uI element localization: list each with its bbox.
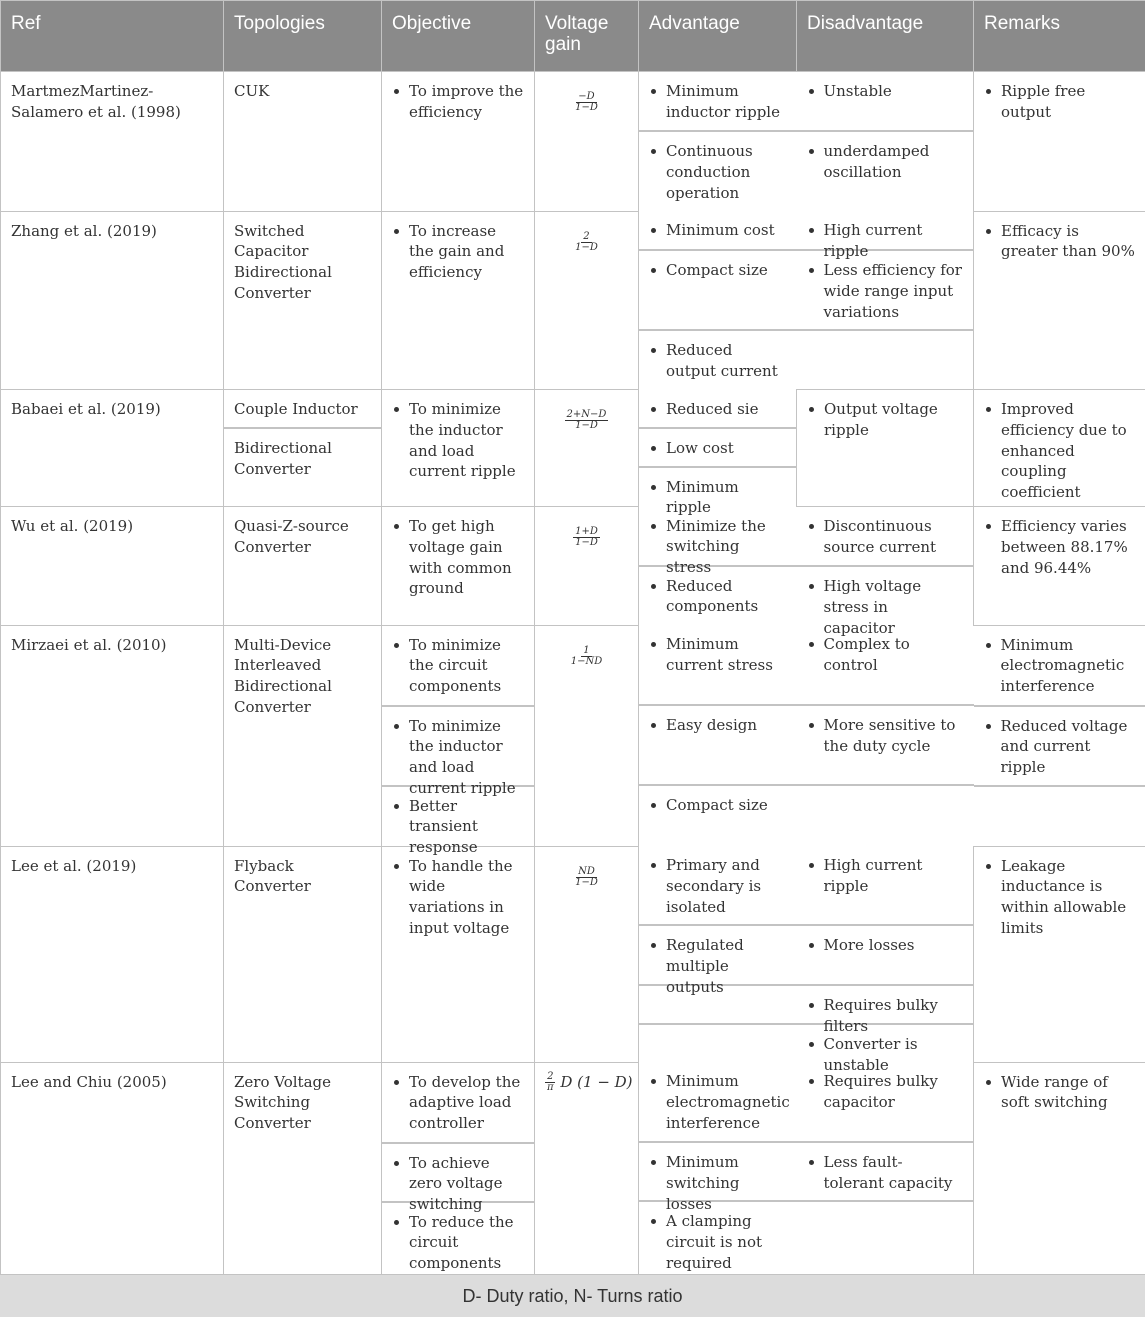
objective-item: To handle the wide variations in input voltage — [392, 856, 524, 939]
remarks-cell — [974, 846, 1145, 1062]
remarks-cell — [974, 1062, 1145, 1282]
advantage-item: Low cost — [649, 438, 786, 459]
empty-cell — [974, 786, 1145, 846]
table-row — [1, 211, 1145, 390]
remarks-item: Efficacy is greater than 90% — [984, 221, 1135, 263]
disadvantage-cell — [797, 846, 974, 1062]
objective-item: To minimize the inductor and load current ripple — [392, 716, 524, 799]
advantage-item: Reduced components — [649, 576, 787, 618]
topology-item: Couple Inductor — [224, 390, 381, 428]
advantage-item: Primary and secondary is isolated — [649, 855, 787, 917]
gain-denominator: π — [545, 1083, 556, 1093]
advantage-item: Minimum switching losses — [649, 1152, 787, 1214]
advantage-item: Compact size — [649, 795, 787, 816]
advantage-cell — [639, 72, 797, 212]
advantage-item: Minimum cost — [649, 220, 787, 241]
advantage-item: Easy design — [649, 715, 787, 736]
disadvantage-cell — [797, 211, 974, 390]
header-disadvantage: Disadvantage — [797, 1, 974, 72]
voltage-gain-formula — [573, 867, 600, 888]
disadvantage-cell — [797, 625, 974, 846]
objective-item: To reduce the circuit components — [392, 1212, 524, 1274]
empty-cell — [797, 330, 974, 389]
voltage-gain-cell — [535, 1062, 639, 1282]
remarks-item: Minimum electromagnetic interference — [984, 635, 1136, 697]
disadvantage-item: High current ripple — [807, 855, 964, 897]
table-row — [1, 846, 1145, 1062]
topology-cell — [224, 390, 382, 507]
table-row — [1, 625, 1145, 846]
disadvantage-item: Complex to control — [807, 634, 964, 676]
table-row — [1, 72, 1145, 212]
disadvantage-cell — [797, 507, 974, 626]
gain-denominator: 1−ND — [569, 657, 605, 667]
objective-cell — [382, 390, 535, 507]
advantage-item: A clamping circuit is not required — [649, 1211, 787, 1273]
advantage-item: Minimum ripple — [649, 477, 786, 519]
disadvantage-item: Less efficiency for wide range input variations — [807, 260, 964, 322]
disadvantage-item: High voltage stress in capacitor — [807, 576, 964, 638]
remarks-cell — [974, 390, 1145, 507]
objective-cell — [382, 211, 535, 390]
gain-denominator: 1−D — [573, 538, 600, 548]
topology-cell: CUK — [224, 72, 382, 212]
disadvantage-item: underdamped oscillation — [807, 141, 964, 183]
advantage-cell — [639, 625, 797, 846]
topology-item: Bidirectional Converter — [224, 428, 381, 506]
disadvantage-cell — [797, 72, 974, 212]
disadvantage-item: High current ripple — [807, 220, 964, 262]
advantage-cell — [639, 507, 797, 626]
gain-numerator: 1+D — [573, 527, 600, 538]
gain-denominator: 1−D — [573, 243, 600, 253]
objective-cell — [382, 72, 535, 212]
advantage-cell — [639, 211, 797, 390]
objective-cell — [382, 846, 535, 1062]
table-row — [1, 390, 1145, 507]
advantage-cell — [639, 390, 797, 507]
disadvantage-item: Requires bulky filters — [807, 995, 964, 1037]
disadvantage-item: Discontinuous source current — [807, 516, 964, 558]
gain-numerator: 2+N−D — [565, 410, 609, 421]
voltage-gain-cell — [535, 72, 639, 212]
ref-cell: Babaei et al. (2019) — [1, 390, 224, 507]
disadvantage-item: More losses — [807, 935, 964, 956]
advantage-item: Minimize the switching stress — [649, 516, 787, 578]
gain-numerator: ND — [576, 867, 597, 878]
remarks-item: Wide range of soft switching — [984, 1072, 1135, 1114]
advantage-item: Reduced sie — [649, 399, 786, 420]
ref-cell: Lee and Chiu (2005) — [1, 1062, 224, 1282]
topology-cell: Flyback Converter — [224, 846, 382, 1062]
disadvantage-item: Less fault-tolerant capacity — [807, 1152, 964, 1194]
gain-numerator: 1 — [581, 646, 591, 657]
header-topologies: Topologies — [224, 1, 382, 72]
objective-cell — [382, 1062, 535, 1282]
advantage-item: Minimum current stress — [649, 634, 787, 676]
ref-cell: Lee et al. (2019) — [1, 846, 224, 1062]
remarks-item: Reduced voltage and current ripple — [984, 716, 1136, 778]
advantage-cell — [639, 846, 797, 1062]
table-row — [1, 507, 1145, 626]
remarks-item: Improved efficiency due to enhanced coupling coefficient — [984, 399, 1135, 503]
disadvantage-item: More sensitive to the duty cycle — [807, 715, 964, 757]
voltage-gain-formula — [569, 646, 605, 667]
objective-item: To get high voltage gain with common ground — [392, 516, 524, 599]
advantage-item: Continuous conduction operation — [649, 141, 787, 203]
gain-denominator: 1−D — [573, 103, 600, 113]
empty-cell — [797, 785, 974, 845]
advantage-item: Compact size — [649, 260, 787, 281]
advantage-item: Reduced output current — [649, 340, 787, 382]
disadvantage-cell — [797, 1062, 974, 1282]
ref-cell: MartmezMartinez-Salamero et al. (1998) — [1, 72, 224, 212]
objective-cell — [382, 625, 535, 846]
gain-denominator: 1−D — [573, 421, 600, 431]
topology-cell: Switched Capacitor Bidirectional Converter — [224, 211, 382, 390]
remarks-cell — [974, 72, 1145, 212]
voltage-gain-cell — [535, 625, 639, 846]
objective-item: To increase the gain and efficiency — [392, 221, 524, 283]
advantage-item: Regulated multiple outputs — [649, 935, 787, 997]
disadvantage-cell — [797, 390, 974, 507]
gain-numerator: −D — [576, 92, 596, 103]
voltage-gain-formula — [573, 232, 600, 253]
objective-item: To minimize the circuit components — [392, 635, 524, 697]
header-remarks: Remarks — [974, 1, 1145, 72]
gain-numerator: 2 — [581, 232, 591, 243]
ref-cell: Mirzaei et al. (2010) — [1, 625, 224, 846]
ref-cell: Wu et al. (2019) — [1, 507, 224, 626]
ref-cell: Zhang et al. (2019) — [1, 211, 224, 390]
gain-numerator: 2 — [545, 1072, 555, 1083]
remarks-item: Leakage inductance is within allowable limits — [984, 856, 1135, 939]
disadvantage-item: Output voltage ripple — [807, 399, 963, 441]
objective-cell — [382, 507, 535, 626]
table-footnote: D- Duty ratio, N- Turns ratio — [0, 1274, 1145, 1317]
gain-denominator: 1−D — [573, 878, 600, 888]
voltage-gain-cell — [535, 390, 639, 507]
remarks-cell — [974, 507, 1145, 626]
header-voltage-gain: Voltage gain — [535, 1, 639, 72]
topology-cell: Multi-Device Interleaved Bidirectional Converter — [224, 625, 382, 846]
topology-cell: Quasi-Z-source Converter — [224, 507, 382, 626]
advantage-cell — [639, 1062, 797, 1282]
empty-cell — [639, 1024, 797, 1062]
voltage-gain-formula — [545, 1073, 633, 1091]
voltage-gain-formula — [565, 410, 609, 431]
disadvantage-item: Converter is unstable — [807, 1034, 964, 1076]
voltage-gain-cell — [535, 846, 639, 1062]
header-objective: Objective — [382, 1, 535, 72]
voltage-gain-formula — [573, 527, 600, 548]
objective-item: To improve the efficiency — [392, 81, 524, 123]
remarks-item: Efficiency varies between 88.17% and 96.44% — [984, 516, 1135, 578]
advantage-item: Minimum electromagnetic interference — [649, 1071, 787, 1133]
table-row — [1, 1062, 1145, 1282]
remarks-cell — [974, 211, 1145, 390]
voltage-gain-formula — [573, 92, 600, 113]
remarks-item: Ripple free output — [984, 81, 1135, 123]
header-row — [1, 1, 1145, 72]
gain-expression: D (1 − D) — [560, 1073, 632, 1091]
header-advantage: Advantage — [639, 1, 797, 72]
disadvantage-item: Requires bulky capacitor — [807, 1071, 964, 1113]
advantage-item: Minimum inductor ripple — [649, 81, 787, 123]
objective-item: To minimize the inductor and load current ripple — [392, 399, 524, 482]
objective-item: To achieve zero voltage switching — [392, 1153, 524, 1215]
topology-cell: Zero Voltage Switching Converter — [224, 1062, 382, 1282]
empty-cell — [797, 1201, 974, 1281]
remarks-cell — [974, 625, 1145, 846]
voltage-gain-cell — [535, 211, 639, 390]
voltage-gain-cell — [535, 507, 639, 626]
objective-item: Better transient response — [392, 796, 524, 858]
header-ref: Ref — [1, 1, 224, 72]
disadvantage-item: Unstable — [807, 81, 964, 102]
objective-item: To develop the adaptive load controller — [392, 1072, 524, 1134]
